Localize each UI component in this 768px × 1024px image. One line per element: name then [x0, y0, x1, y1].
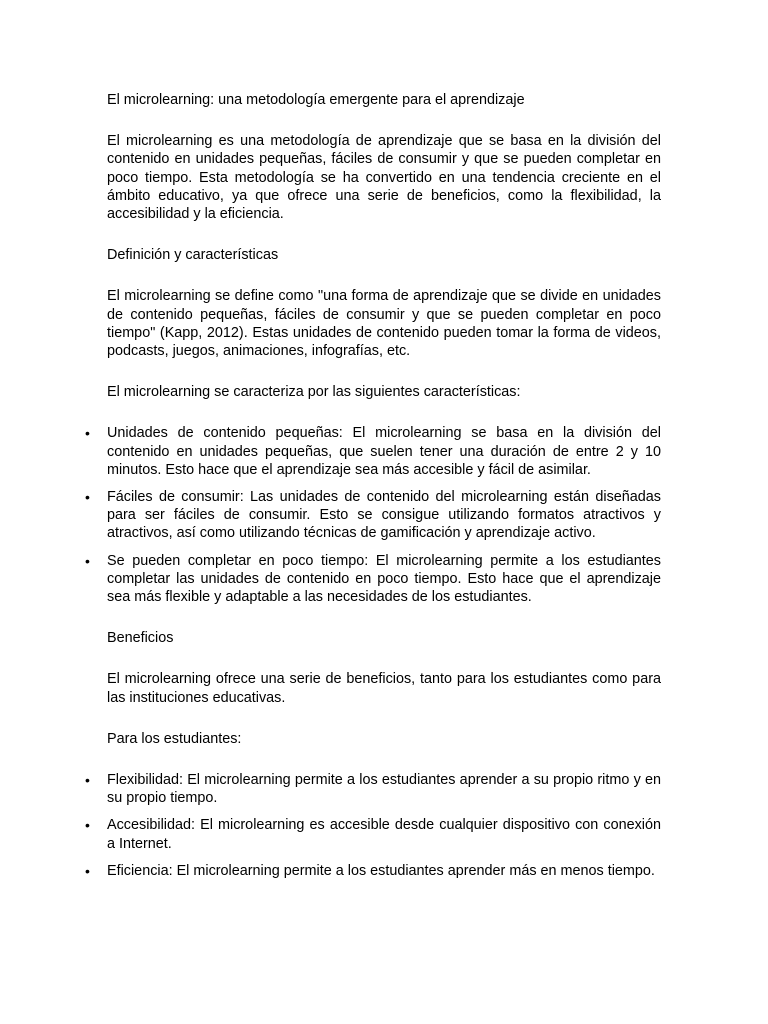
bullet-icon: • — [85, 817, 90, 834]
list-item-text: Accesibilidad: El microlearning es accesible desde cualquier dispositivo con conexión a Internet. — [107, 817, 661, 852]
characteristics-list — [85, 424, 661, 606]
document-title: El microlearning: una metodología emergente para el aprendizaje — [107, 92, 525, 108]
list-item — [85, 424, 661, 479]
list-item-text: Se pueden completar en poco tiempo: El microlearning permite a los estudiantes completar las unidades de contenido en poco tiempo. Esto hace que el aprendizaje sea más flexible y adaptable a las necesidades de los estudiantes. — [107, 552, 661, 606]
benefits-paragraph: El microlearning ofrece una serie de beneficios, tanto para los estudiantes como para las instituciones educativas. — [107, 671, 661, 706]
list-item-text: Flexibilidad: El microlearning permite a los estudiantes aprender a su propio ritmo y en su propio tiempo. — [107, 772, 661, 807]
list-item — [85, 862, 661, 880]
list-item-text: Eficiencia: El microlearning permite a los estudiantes aprender más en menos tiempo. — [107, 862, 655, 879]
bullet-icon: • — [85, 552, 90, 569]
list-item-text: Unidades de contenido pequeñas: El microlearning se basa en la división del contenido en unidades pequeñas, que suelen tener una duración de entre 2 y 10 minutos. Esto hace que el aprendizaje sea más accesible y fácil de asimilar. — [107, 425, 661, 478]
bullet-icon: • — [85, 772, 90, 789]
document-page — [85, 91, 661, 900]
bullet-icon: • — [85, 425, 90, 442]
section-heading-definition: Definición y características — [107, 247, 279, 264]
bullet-icon: • — [85, 862, 90, 879]
intro-paragraph: El microlearning es una metodología de aprendizaje que se basa en la división del contenido en unidades pequeñas, fáciles de consumir y que se pueden completar en poco tiempo. Esta metodología se ha convertido en una tendencia creciente en el ámbito educativo, ya que ofrece una serie de beneficios, como la flexibilidad, la accesibilidad y la eficiencia. — [107, 133, 661, 223]
list-item — [85, 552, 661, 607]
list-item — [85, 771, 661, 807]
section-heading-benefits: Beneficios — [107, 630, 174, 647]
definition-paragraph: El microlearning se define como "una forma de aprendizaje que se divide en unidades de contenido pequeñas, fáciles de consumir y que se pueden completar en poco tiempo" (Kapp, 2012). Estas unidades de contenido pueden tomar la forma de videos, podcasts, juegos, animaciones, infografías, etc. — [107, 288, 661, 360]
students-heading: Para los estudiantes: — [107, 730, 242, 747]
list-item-text: Fáciles de consumir: Las unidades de contenido del microlearning están diseñadas para ser fáciles de consumir. Esto se consigue utilizando formatos atractivos y atractivos, así como utilizando técnicas de gamificación y aprendizaje activo. — [107, 489, 661, 542]
bullet-icon: • — [85, 489, 90, 506]
list-item — [85, 816, 661, 852]
student-benefits-list — [85, 771, 661, 880]
list-item — [85, 488, 661, 543]
characteristics-lead: El microlearning se caracteriza por las siguientes características: — [107, 384, 521, 401]
